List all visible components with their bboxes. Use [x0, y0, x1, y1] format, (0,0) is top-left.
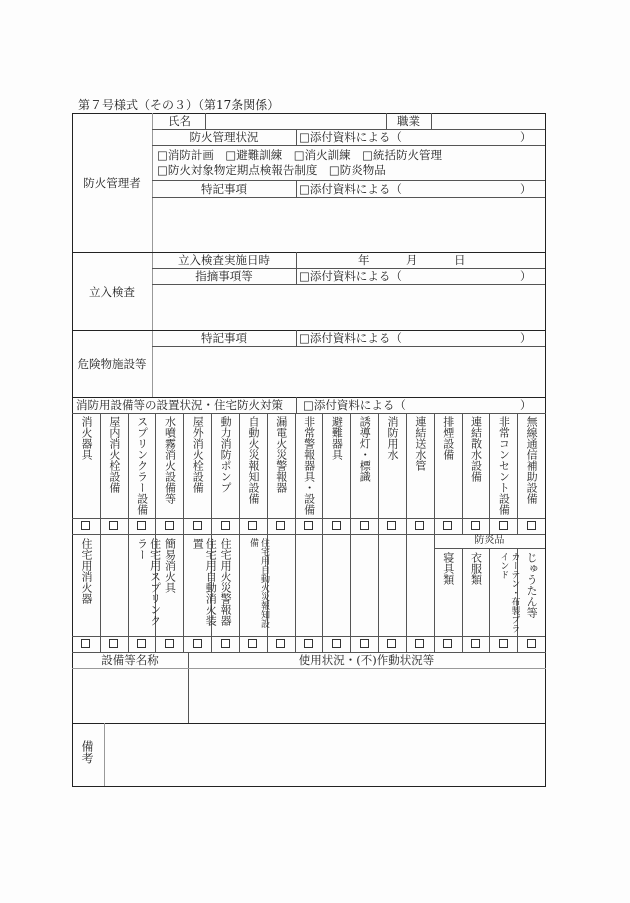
residential-checkbox[interactable]: [248, 639, 257, 648]
close-paren: ）: [520, 398, 532, 412]
residential-checkbox[interactable]: [527, 639, 536, 648]
residential-item-label: じゅうたん等: [525, 552, 539, 618]
residential-checkbox[interactable]: [443, 639, 452, 648]
column-divider: [128, 534, 129, 652]
equipment-checkbox[interactable]: [443, 521, 452, 530]
equipment-checkbox[interactable]: [248, 521, 257, 530]
column-divider: [100, 413, 101, 534]
inspection-label: 立入検査: [89, 285, 135, 299]
month-label: 月: [406, 253, 418, 267]
equipment-checkbox[interactable]: [81, 521, 90, 530]
equipment-checkbox[interactable]: [527, 521, 536, 530]
checklist-line-2[interactable]: □防火対象物定期点検報告制度 □防炎物品: [157, 163, 386, 177]
equipment-column-header: 非常警報器具・設備: [302, 416, 316, 515]
column-divider: [350, 413, 351, 534]
equipment-checkbox[interactable]: [137, 521, 146, 530]
inspection-date-label: 立入検査実施日時: [178, 253, 270, 267]
equipment-checkbox[interactable]: [165, 521, 174, 530]
day-label: 日: [454, 253, 466, 267]
equipment-checkbox[interactable]: [221, 521, 230, 530]
equipment-column-header: 非常コンセント設備: [497, 416, 511, 515]
equipment-column-header: 水噴霧消火設備等: [163, 416, 177, 504]
remarks-label: 備考: [80, 740, 94, 764]
remarks-field[interactable]: [106, 725, 544, 785]
residential-item-label: 住宅用スプリンクラー: [135, 538, 162, 626]
divider: [296, 180, 297, 197]
equipment-section-label: 消防用設備等の設置状況・住宅防火対策: [76, 398, 283, 412]
status-attachment-checkbox[interactable]: □添付資料による（: [299, 130, 402, 144]
residential-item-label: 住宅用消火器: [80, 538, 93, 604]
divider: [152, 145, 545, 146]
divider: [72, 413, 546, 414]
column-divider: [183, 413, 184, 534]
fire-manager-label: 防火管理者: [83, 176, 141, 190]
column-divider: [434, 413, 435, 534]
equipment-column-header: 連結送水管: [413, 416, 427, 471]
equipment-checkbox[interactable]: [471, 521, 480, 530]
equipment-checkbox[interactable]: [276, 521, 285, 530]
usage-status-field[interactable]: [189, 670, 544, 722]
equipment-column-header: 屋内消火栓設備: [107, 416, 121, 493]
findings-field[interactable]: [153, 285, 544, 329]
equipment-checkbox[interactable]: [332, 521, 341, 530]
close-paren: ）: [520, 130, 532, 144]
residential-item-label: 簡易消火具: [163, 538, 177, 593]
hazardous-attachment-checkbox[interactable]: □添付資料による（: [299, 331, 402, 345]
column-divider: [239, 413, 240, 534]
equipment-column-header: 連結散水設備: [469, 416, 483, 482]
column-divider: [406, 413, 407, 534]
hazardous-label: 危険物施設等: [77, 357, 147, 371]
fm-notes-field[interactable]: [153, 198, 544, 251]
column-divider: [322, 413, 323, 534]
close-paren: ）: [520, 331, 532, 345]
residential-checkbox[interactable]: [499, 639, 508, 648]
row-divider: [72, 636, 545, 637]
equipment-checkbox[interactable]: [304, 521, 313, 530]
column-divider: [183, 534, 184, 652]
column-divider: [517, 413, 518, 534]
column-divider: [378, 534, 379, 652]
column-divider: [462, 413, 463, 534]
findings-label: 指摘事項等: [195, 269, 253, 283]
residential-checkbox[interactable]: [137, 639, 146, 648]
occupation-field[interactable]: [432, 114, 544, 129]
findings-attachment-checkbox[interactable]: □添付資料による（: [299, 269, 402, 283]
equipment-name-field[interactable]: [73, 670, 187, 722]
inspection-date-field[interactable]: [297, 253, 544, 268]
equipment-column-header: 自動火災報知設備: [246, 416, 260, 504]
residential-item-label: 衣服類: [469, 552, 483, 585]
residential-checkbox[interactable]: [304, 639, 313, 648]
occupation-label: 職業: [397, 114, 420, 128]
column-divider: [267, 413, 268, 534]
residential-item-label: 寝具類: [441, 552, 455, 585]
name-label: 氏名: [168, 114, 191, 128]
form-title: 第７号様式（その３）（第17条関係）: [78, 98, 280, 112]
equipment-column-header: 消火器具: [80, 416, 93, 460]
row-divider: [72, 518, 545, 519]
divider: [296, 129, 297, 145]
equipment-checkbox[interactable]: [109, 521, 118, 530]
equipment-column-header: 漏電火災警報器: [274, 416, 288, 493]
checklist-line-1[interactable]: □消防計画 □避難訓練 □消火訓練 □統括防火管理: [157, 148, 442, 162]
usage-status-label: 使用状況・(不)作動状況等: [298, 653, 435, 667]
section-divider: [72, 723, 546, 724]
equipment-column-header: スプリンクラー設備: [135, 416, 149, 515]
close-paren: ）: [520, 269, 532, 283]
column-divider: [155, 413, 156, 534]
year-label: 年: [358, 253, 370, 267]
fm-notes-attachment-checkbox[interactable]: □添付資料による（: [299, 182, 402, 196]
equipment-column-header: 避難器具: [330, 416, 344, 460]
column-divider: [378, 413, 379, 534]
column-divider: [128, 413, 129, 534]
residential-checkbox[interactable]: [193, 639, 202, 648]
equipment-checkbox[interactable]: [387, 521, 396, 530]
residential-checkbox[interactable]: [471, 639, 480, 648]
column-divider: [295, 413, 296, 534]
residential-checkbox[interactable]: [109, 639, 118, 648]
residential-checkbox[interactable]: [276, 639, 285, 648]
equipment-column-header: 誘導灯・標識: [358, 416, 372, 482]
equipment-column-header: 排煙設備: [441, 416, 455, 460]
residential-item-label: 住宅用火災警報器: [219, 538, 233, 626]
flameproof-header: 防炎品: [474, 535, 505, 546]
hazardous-notes-label: 特記事項: [201, 331, 247, 345]
residential-item-label: 住宅用自動火災報知設備: [247, 538, 269, 628]
residential-checkbox[interactable]: [81, 639, 90, 648]
equipment-attachment-checkbox[interactable]: □添付資料による（: [303, 398, 406, 412]
residential-checkbox[interactable]: [221, 639, 230, 648]
divider: [296, 330, 297, 346]
equipment-column-header: 動力消防ポンプ: [219, 416, 233, 493]
status-label: 防火管理状況: [189, 130, 259, 144]
column-divider: [434, 534, 435, 652]
divider: [72, 668, 546, 669]
equipment-column-header: 無線通信補助設備: [525, 416, 539, 504]
column-divider: [295, 534, 296, 652]
fm-notes-label: 特記事項: [201, 182, 247, 196]
residential-checkbox[interactable]: [165, 639, 174, 648]
column-divider: [489, 413, 490, 534]
residential-checkbox[interactable]: [332, 639, 341, 648]
hazardous-notes-field[interactable]: [153, 347, 544, 396]
residential-checkbox[interactable]: [360, 639, 369, 648]
residential-checkbox[interactable]: [387, 639, 396, 648]
divider: [296, 397, 297, 413]
close-paren: ）: [520, 182, 532, 196]
column-divider: [406, 534, 407, 652]
equipment-checkbox[interactable]: [499, 521, 508, 530]
column-divider: [100, 534, 101, 652]
equipment-checkbox[interactable]: [415, 521, 424, 530]
equipment-column-header: 消防用水: [386, 416, 400, 460]
equipment-name-label: 設備等名称: [101, 653, 159, 667]
residential-item-label: 住宅用自動消火装置: [191, 538, 218, 626]
column-divider: [239, 534, 240, 652]
divider: [104, 723, 105, 786]
equipment-column-header: 屋外消火栓設備: [191, 416, 205, 493]
column-divider: [350, 534, 351, 652]
residential-item-label: カーテン・布製ブラインド: [498, 552, 520, 633]
name-field[interactable]: [206, 114, 385, 129]
residential-checkbox[interactable]: [415, 639, 424, 648]
column-divider: [322, 534, 323, 652]
equipment-checkbox[interactable]: [360, 521, 369, 530]
column-divider: [211, 413, 212, 534]
equipment-checkbox[interactable]: [193, 521, 202, 530]
